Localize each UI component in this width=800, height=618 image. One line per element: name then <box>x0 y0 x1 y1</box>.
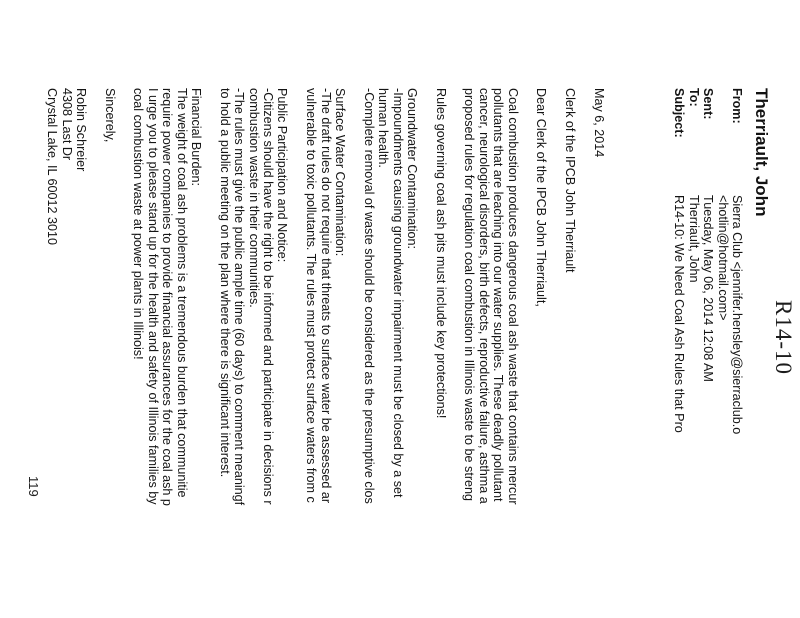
from-value-continued: <hotlin@hotmail.com> <box>715 195 730 321</box>
section-line: require power companies to provide financial assurances for the coal ash p <box>160 88 175 506</box>
from-label: From: <box>730 88 744 124</box>
letter-date: May 6, 2014 <box>592 88 606 158</box>
from-label-spacer <box>715 88 729 195</box>
docket-number: R14-10 <box>771 300 796 375</box>
section-heading-surface-water: Surface Water Contamination: <box>332 88 347 257</box>
intro-line: cancer, neurological disorders, birth defects, reproductive failure, asthma a <box>476 88 491 504</box>
key-protections-line: Rules governing coal ash pits must include key protections! <box>433 88 448 419</box>
to-value: Therriault, John <box>686 195 701 283</box>
closing-line: coal combustion waste at power plants in Illinois! <box>131 88 146 360</box>
sent-value: Tuesday, May 06, 2014 12:08 AM <box>701 195 716 382</box>
signature-street: 4308 Last Dr <box>59 88 74 161</box>
subject-row <box>672 88 686 608</box>
section-line: -Complete removal of waste should be considered as the presumptive clos <box>361 88 376 504</box>
section-line: to hold a public meeting on the plan where there is significant interest. <box>217 88 232 478</box>
sender-name: Therriault, John <box>752 88 771 217</box>
recipient-line: Clerk of the IPCB John Therriault <box>563 88 578 273</box>
email-header <box>672 88 744 608</box>
section-line: The weight of coal ash problems is a tremendous burden that communitie <box>174 88 189 498</box>
section-line: human health. <box>376 88 391 168</box>
closing-line: I urge you to please stand up for the health and safety of Illinois families by <box>145 88 160 505</box>
letter-body <box>45 88 606 618</box>
intro-line: proposed rules for regulation coal combustion in Illinois waste to be streng <box>462 88 477 502</box>
section-heading-financial: Financial Burden: <box>189 88 204 187</box>
sent-label: Sent: <box>701 88 716 120</box>
section-line: -Citizens should have the right to be informed and participate in decisions r <box>261 88 276 505</box>
section-line: -The rules must give the public ample time (60 days) to comment meaningf <box>232 88 247 506</box>
subject-value: R14-10: We Need Coal Ash Rules that Pro <box>672 195 687 433</box>
salutation: Dear Clerk of the IPCB John Therriault, <box>534 88 549 307</box>
section-line: vulnerable to toxic pollutants. The rules must protect surface waters from c <box>304 88 319 503</box>
from-row-continued <box>715 88 729 608</box>
to-label: To: <box>686 88 701 107</box>
section-line: -Impoundments causing groundwater impairment must be closed by a set <box>390 88 405 498</box>
page-number: 119 <box>26 476 41 497</box>
signoff: Sincerely, <box>102 88 117 143</box>
section-line: combustion waste in their communities. <box>246 88 261 308</box>
from-row <box>730 88 744 608</box>
signature-city: Crystal Lake, IL 60012 3010 <box>45 88 60 246</box>
sent-row <box>701 88 715 608</box>
section-heading-groundwater: Groundwater Contamination: <box>404 88 419 250</box>
subject-label: Subject: <box>672 88 687 138</box>
from-value: Sierra Club <jennifer.hensley@sierraclub.o <box>730 195 744 435</box>
to-row <box>686 88 700 608</box>
intro-line: Coal combustion produces dangerous coal ash waste that contains mercur <box>505 88 520 505</box>
intro-line: pollutants that are leaching into our water supplies. These deadly pollutant <box>491 88 506 502</box>
signature-name: Robin Schreier <box>73 88 88 172</box>
section-line: -The draft rules do not require that threats to surface water be assessed ar <box>318 88 333 504</box>
section-heading-public-participation: Public Participation and Notice: <box>275 88 290 263</box>
